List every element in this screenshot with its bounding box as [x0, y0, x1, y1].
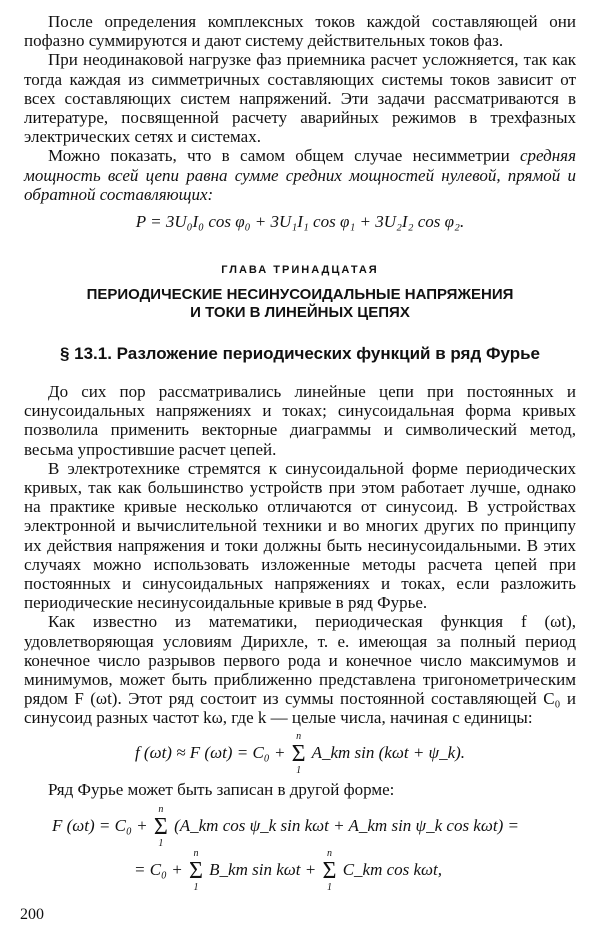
sum-symbol-3: n Σ 1 [188, 847, 203, 893]
sum-symbol-2: n Σ 1 [153, 803, 168, 849]
section-heading: § 13.1. Разложение периодических функций в ряд Фурье [59, 344, 541, 364]
fourier-2-line-2-left: = C₀ + [134, 859, 183, 879]
power-formula: P = 3U₀I₀ cos φ₀ + 3U₁I₁ cos φ₁ + 3U₂I₂ cos φ₂. [135, 212, 465, 232]
page-number: 200 [20, 906, 44, 923]
paragraph-2: При неодинаковой нагрузке фаз приемника расчет усложняется, так как тогда каждая из симметричных составляющих системы токов зависит от всех составляющих систем напряжений. Эти задачи рассматриваются в литературе, посвященной расчету аварийных режимов в трехфазных электрических сетях и системах. [24, 50, 576, 147]
fourier-formula-2-line-1 [24, 805, 576, 849]
paragraph-1: После определения комплексных токов каждой составляющей они пофазно суммируются и дают систему действительных токов фаз. [24, 12, 576, 51]
fourier-1-right: A_km sin (kωt + ψ_k). [311, 742, 466, 762]
fourier-formula-2-line-2 [24, 849, 576, 893]
paragraph-7: Ряд Фурье может быть записан в другой форме: [48, 779, 395, 799]
chapter-title-line-1: ПЕРИОДИЧЕСКИЕ НЕСИНУСОИДАЛЬНЫЕ НАПРЯЖЕНИЯ [86, 286, 514, 304]
chapter-title [24, 286, 576, 322]
paragraph-3 [24, 146, 576, 204]
fourier-2-line-2-right: C_km cos kωt, [342, 859, 443, 879]
fourier-2-line-2-mid: B_km sin kωt + [209, 859, 317, 879]
sum-symbol-1: n Σ 1 [291, 730, 306, 776]
paragraph-6: Как известно из математики, периодическая функция f (ωt), удовлетворяющая условиям Дирихле, т. е. имеющая за полный период конечное число разрывов первого рода и конечное число максимумов и минимумов, может быть приближенно представлена тригонометрическим рядом F (ωt). Этот ряд состоит из суммы постоянной составляющей C₀ и синусоид разных частот kω, где k — целые числа, начиная с единицы: [24, 612, 576, 728]
paragraph-5: В электротехнике стремятся к синусоидальной форме периодических кривых, так как большинство устройств при этом работает лучше, однако на практике кривые несколько отличаются от синусоид. В устройствах электронной и вычислительной техники и во многих других по принципу их действия напряжения и токи должны быть несинусоидальными. В этих случаях можно использовать изложенные методы расчета цепей при постоянных и синусоидальных напряжениях и токах, если разложить периодические несинусоидальные кривые в ряд Фурье. [24, 458, 576, 613]
chapter-label: ГЛАВА ТРИНАДЦАТАЯ [221, 264, 379, 277]
fourier-1-left: f (ωt) ≈ F (ωt) = C₀ + [134, 742, 286, 762]
fourier-2-line-1-left: F (ωt) = C₀ + [52, 815, 148, 835]
paragraph-4: До сих пор рассматривались линейные цепи при постоянных и синусоидальных напряжениях и токах; синусоидальная форма кривых позволила применить векторные диаграммы и символический метод, весьма упростившие расчет цепей. [24, 382, 576, 459]
paragraph-3-italic: средняя мощность всей цепи равна сумме средних мощностей нулевой, прямой и обратной составляющих: [24, 146, 576, 204]
fourier-formula-1 [24, 732, 576, 776]
sum-symbol-4: n Σ 1 [322, 847, 337, 893]
page-content [24, 12, 576, 893]
paragraph-3-start: Можно показать, что в самом общем случае несимметрии [48, 146, 520, 166]
chapter-title-line-2: И ТОКИ В ЛИНЕЙНЫХ ЦЕПЯХ [190, 304, 410, 322]
fourier-2-line-1-right: (A_km cos ψ_k sin kωt + A_km sin ψ_k cos kωt) = [174, 815, 519, 835]
